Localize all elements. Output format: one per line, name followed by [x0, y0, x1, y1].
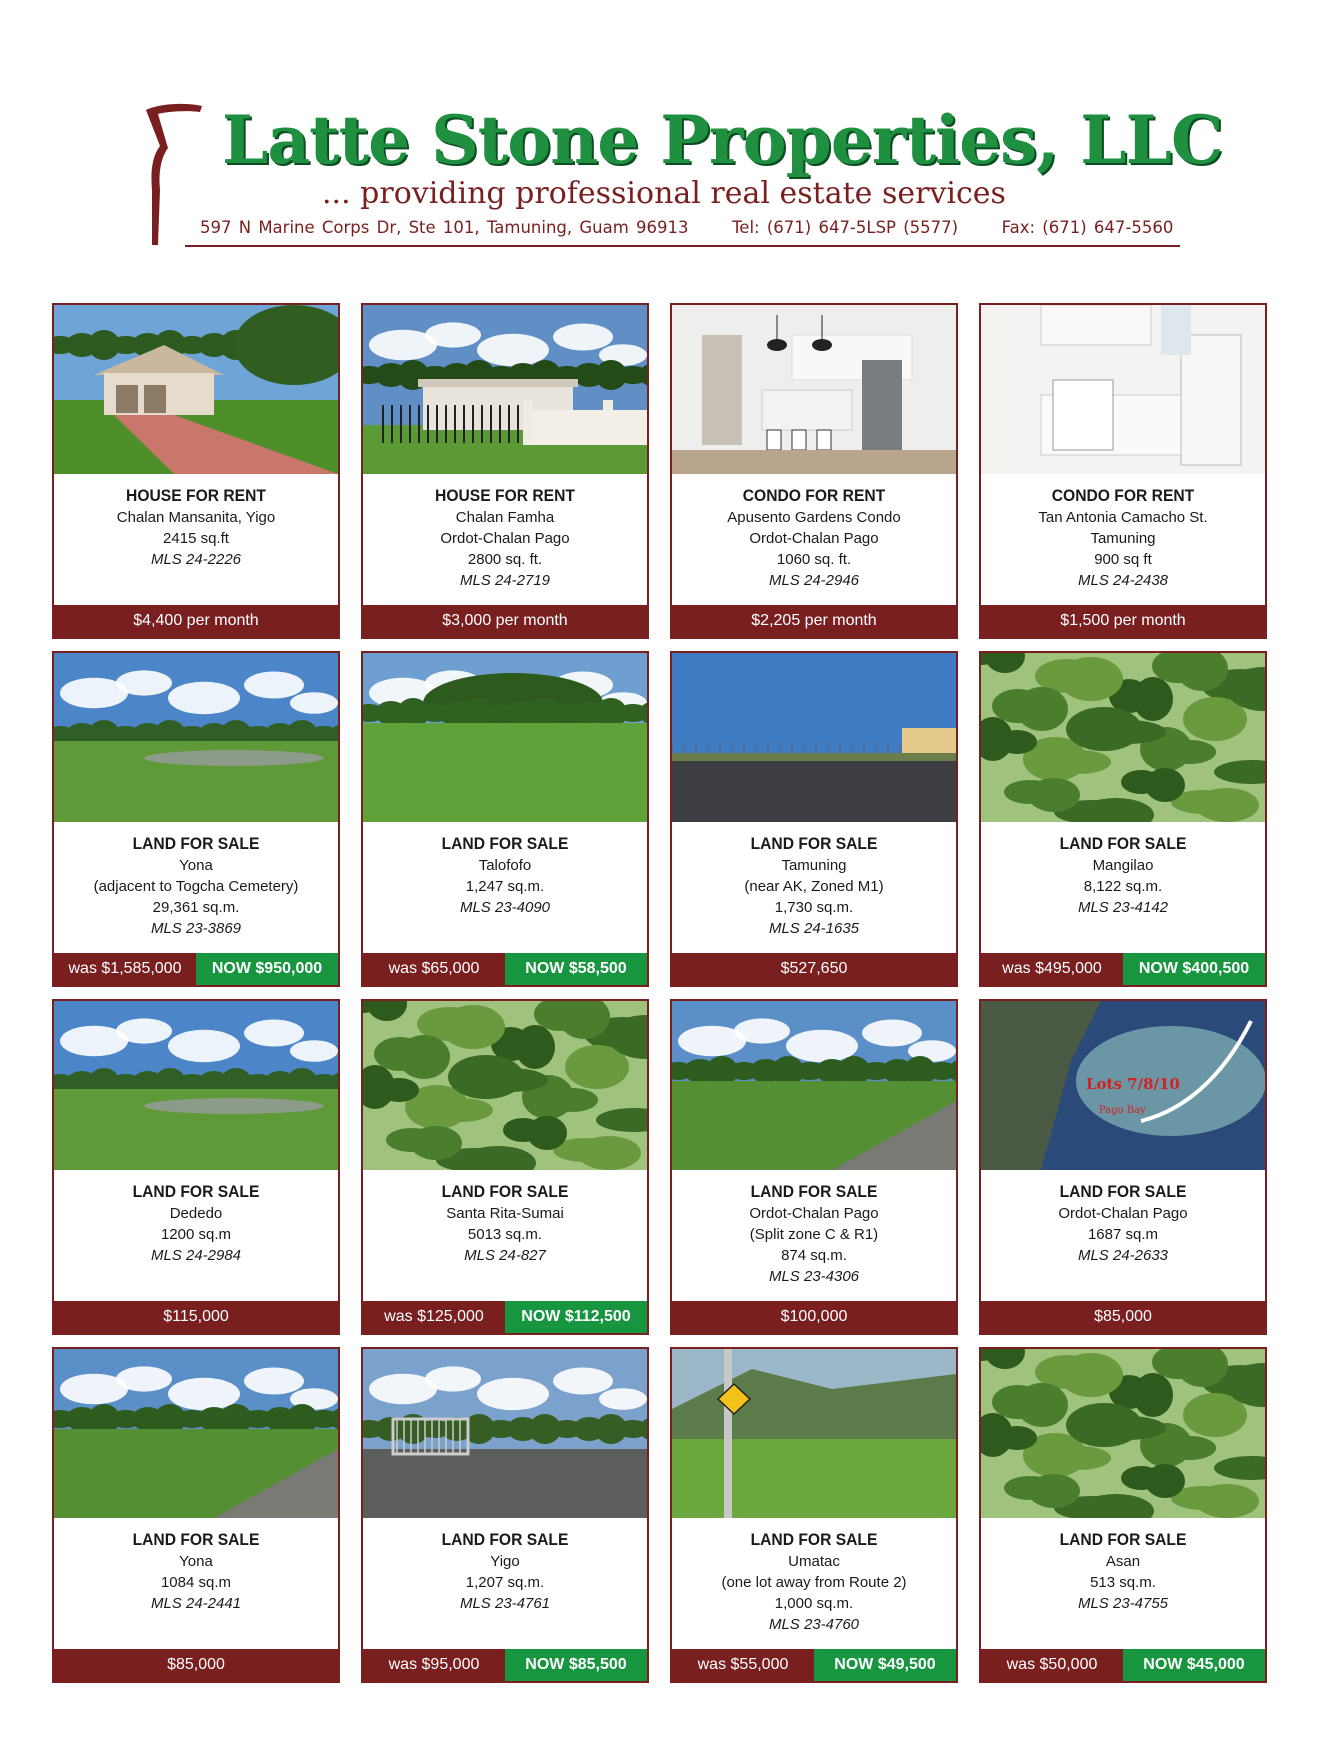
listing-detail-line: 1687 sq.m [1087, 1226, 1159, 1243]
listing-detail-line: Santa Rita-Sumai [446, 1205, 564, 1222]
listing-detail-line: Ordot-Chalan Pago [749, 1205, 879, 1222]
price-bar [981, 953, 1265, 985]
listing-details [363, 1529, 647, 1614]
listing-type: LAND FOR SALE [441, 834, 569, 853]
listing-type: LAND FOR SALE [750, 834, 878, 853]
sale-price: NOW $85,500 [505, 1649, 647, 1681]
listing-type: LAND FOR SALE [132, 1182, 260, 1201]
listing-photo[interactable] [672, 305, 956, 474]
mls-number: MLS 24-1635 [768, 920, 860, 937]
listing-detail-line: 1,247 sq.m. [465, 878, 545, 895]
sale-price: NOW $112,500 [505, 1301, 647, 1333]
previous-price: was $50,000 [1006, 1656, 1098, 1673]
listing-detail-line: 2415 sq.ft [163, 530, 229, 547]
listing-type: LAND FOR SALE [441, 1182, 569, 1201]
mls-number: MLS 23-3869 [150, 920, 242, 937]
listing-photo[interactable] [363, 1349, 647, 1518]
listing-type: CONDO FOR RENT [1051, 486, 1195, 505]
mls-number: MLS 24-2226 [150, 551, 242, 568]
listing-details [981, 1529, 1265, 1614]
listing-detail-line: 1,730 sq.m. [774, 899, 854, 916]
listing-detail-line: 29,361 sq.m. [152, 899, 240, 916]
listing-detail-line: Tamuning [781, 857, 847, 874]
listing-detail-line: 1060 sq. ft. [776, 551, 852, 568]
listing-details [363, 833, 647, 918]
price-bar [363, 1649, 647, 1681]
listing-type: CONDO FOR RENT [742, 486, 886, 505]
listing-detail-line: Asan [1105, 1553, 1141, 1570]
listing-details [672, 1181, 956, 1287]
address: 597 N Marine Corps Dr, Ste 101, Tamuning, Guam 96913 [200, 218, 689, 237]
mls-number: MLS 24-827 [464, 1247, 546, 1264]
listing-detail-line: 1,207 sq.m. [465, 1574, 545, 1591]
listing-detail-line: (one lot away from Route 2) [721, 1574, 907, 1591]
mls-number: MLS 24-2719 [459, 572, 551, 589]
price-bar [672, 605, 956, 637]
listing-detail-line: Chalan Mansanita, Yigo [116, 509, 276, 526]
listing-type: LAND FOR SALE [441, 1530, 569, 1549]
listing-card[interactable] [670, 999, 958, 1335]
previous-price: was $495,000 [1002, 960, 1102, 977]
mls-number: MLS 23-4142 [1077, 899, 1169, 916]
price-bar [54, 1301, 338, 1333]
listing-detail-line: Yigo [490, 1553, 520, 1570]
listing-detail-line: Tamuning [1090, 530, 1156, 547]
listing-photo[interactable] [54, 653, 338, 822]
fax: Fax: (671) 647-5560 [1001, 218, 1174, 237]
price: $527,650 [780, 960, 848, 977]
listing-detail-line: 5013 sq.m. [467, 1226, 543, 1243]
photo-label-lots: Lots 7/8/10 [1086, 1075, 1180, 1093]
listing-card[interactable] [670, 303, 958, 639]
price-bar [981, 1301, 1265, 1333]
photo-label-bay: Pago Bay [1099, 1105, 1146, 1116]
listing-photo[interactable] [672, 1349, 956, 1518]
listing-type: HOUSE FOR RENT [126, 486, 266, 505]
price: $85,000 [167, 1656, 225, 1673]
listing-detail-line: 1084 sq.m [160, 1574, 232, 1591]
listing-photo[interactable] [981, 1001, 1265, 1170]
listing-details [672, 833, 956, 939]
listing-detail-line: 874 sq.m. [781, 1247, 847, 1264]
price: $3,000 per month [442, 612, 568, 629]
listing-type: HOUSE FOR RENT [435, 486, 575, 505]
listing-detail-line: 1200 sq.m [160, 1226, 232, 1243]
previous-price: was $55,000 [697, 1656, 789, 1673]
listing-card[interactable] [979, 1347, 1267, 1683]
company-name: Latte Stone Properties, LLC [222, 101, 1223, 179]
listing-detail-line: Dededo [169, 1205, 223, 1222]
sale-price: NOW $400,500 [1123, 953, 1265, 985]
listing-detail-line: Chalan Famha [455, 509, 555, 526]
listing-photo[interactable] [363, 1001, 647, 1170]
price-bar [363, 605, 647, 637]
listing-type: LAND FOR SALE [1059, 834, 1187, 853]
listing-details [54, 1181, 338, 1266]
price-bar [981, 605, 1265, 637]
listing-details [54, 1529, 338, 1614]
price: $4,400 per month [133, 612, 259, 629]
mls-number: MLS 24-2438 [1077, 572, 1169, 589]
sale-price: NOW $49,500 [814, 1649, 956, 1681]
price: $1,500 per month [1060, 612, 1186, 629]
listing-details [672, 485, 956, 591]
listing-photo[interactable] [54, 1349, 338, 1518]
listing-details [672, 1529, 956, 1635]
listing-card[interactable] [979, 651, 1267, 987]
listing-photo[interactable] [981, 1349, 1265, 1518]
sale-price: NOW $950,000 [196, 953, 338, 985]
price-bar [672, 1649, 956, 1681]
listing-card[interactable] [361, 999, 649, 1335]
price-bar [363, 953, 647, 985]
listing-type: LAND FOR SALE [132, 1530, 260, 1549]
listing-card[interactable] [670, 1347, 958, 1683]
telephone: Tel: (671) 647-5LSP (5577) [732, 218, 959, 237]
listing-detail-line: (near AK, Zoned M1) [744, 878, 884, 895]
previous-price: was $125,000 [384, 1308, 484, 1325]
sale-price: NOW $58,500 [505, 953, 647, 985]
listing-detail-line: Ordot-Chalan Pago [1058, 1205, 1188, 1222]
listing-type: LAND FOR SALE [1059, 1530, 1187, 1549]
listing-type: LAND FOR SALE [132, 834, 260, 853]
listing-type: LAND FOR SALE [1059, 1182, 1187, 1201]
price-bar [54, 605, 338, 637]
price-bar [981, 1649, 1265, 1681]
mls-number: MLS 23-4760 [768, 1616, 860, 1633]
listing-detail-line: 1,000 sq.m. [774, 1595, 854, 1612]
listing-photo[interactable] [672, 1001, 956, 1170]
mls-number: MLS 23-4306 [768, 1268, 860, 1285]
listing-card[interactable] [979, 999, 1267, 1335]
mls-number: MLS 23-4090 [459, 899, 551, 916]
mls-number: MLS 23-4761 [459, 1595, 551, 1612]
listing-photo[interactable] [981, 653, 1265, 822]
price: $100,000 [780, 1308, 848, 1325]
listing-detail-line: 2800 sq. ft. [467, 551, 543, 568]
listing-detail-line: 8,122 sq.m. [1083, 878, 1163, 895]
listing-detail-line: Umatac [788, 1553, 840, 1570]
listing-details [981, 485, 1265, 591]
listing-details [54, 833, 338, 939]
mls-number: MLS 23-4755 [1077, 1595, 1169, 1612]
listing-card[interactable] [52, 1347, 340, 1683]
previous-price: was $65,000 [388, 960, 480, 977]
listing-detail-line: (adjacent to Togcha Cemetery) [93, 878, 299, 895]
listing-photo[interactable] [672, 653, 956, 822]
listing-detail-line: Ordot-Chalan Pago [440, 530, 570, 547]
listing-card[interactable] [52, 651, 340, 987]
mls-number: MLS 24-2984 [150, 1247, 242, 1264]
listing-detail-line: Apusento Gardens Condo [727, 509, 901, 526]
listing-details [54, 485, 338, 570]
listing-detail-line: Talofofo [478, 857, 532, 874]
price-bar [363, 1301, 647, 1333]
price: $115,000 [163, 1308, 229, 1325]
listing-details [363, 1181, 647, 1266]
listing-details [981, 1181, 1265, 1266]
listing-detail-line: Mangilao [1092, 857, 1154, 874]
price: $85,000 [1094, 1308, 1152, 1325]
previous-price: was $95,000 [388, 1656, 480, 1673]
previous-price: was $1,585,000 [68, 960, 182, 977]
listing-card[interactable] [361, 1347, 649, 1683]
listing-card[interactable] [361, 651, 649, 987]
mls-number: MLS 24-2633 [1077, 1247, 1169, 1264]
listing-detail-line: 513 sq.m. [1090, 1574, 1156, 1591]
listing-details [981, 833, 1265, 918]
listing-card[interactable] [52, 999, 340, 1335]
listing-type: LAND FOR SALE [750, 1182, 878, 1201]
mls-number: MLS 24-2946 [768, 572, 860, 589]
sale-price: NOW $45,000 [1123, 1649, 1265, 1681]
listing-detail-line: Yona [179, 1553, 213, 1570]
price-bar [672, 1301, 956, 1333]
listing-detail-line: Ordot-Chalan Pago [749, 530, 879, 547]
price-bar [54, 1649, 338, 1681]
listing-card[interactable] [979, 303, 1267, 639]
listing-photo[interactable] [363, 653, 647, 822]
listing-detail-line: 900 sq ft [1094, 551, 1152, 568]
price: $2,205 per month [751, 612, 877, 629]
listing-photo[interactable] [981, 305, 1265, 474]
price-bar [54, 953, 338, 985]
mls-number: MLS 24-2441 [150, 1595, 242, 1612]
listing-card[interactable] [670, 651, 958, 987]
listing-photo[interactable] [54, 1001, 338, 1170]
listing-photo[interactable] [54, 305, 338, 474]
listing-detail-line: (Split zone C & R1) [749, 1226, 879, 1243]
listing-detail-line: Yona [179, 857, 213, 874]
listing-photo[interactable] [363, 305, 647, 474]
company-tagline: ... providing professional real estate services [322, 176, 1006, 211]
listing-type: LAND FOR SALE [750, 1530, 878, 1549]
listing-detail-line: Tan Antonia Camacho St. [1038, 509, 1208, 526]
price-bar [672, 953, 956, 985]
listing-card[interactable] [361, 303, 649, 639]
listing-card[interactable] [52, 303, 340, 639]
listing-details [363, 485, 647, 591]
